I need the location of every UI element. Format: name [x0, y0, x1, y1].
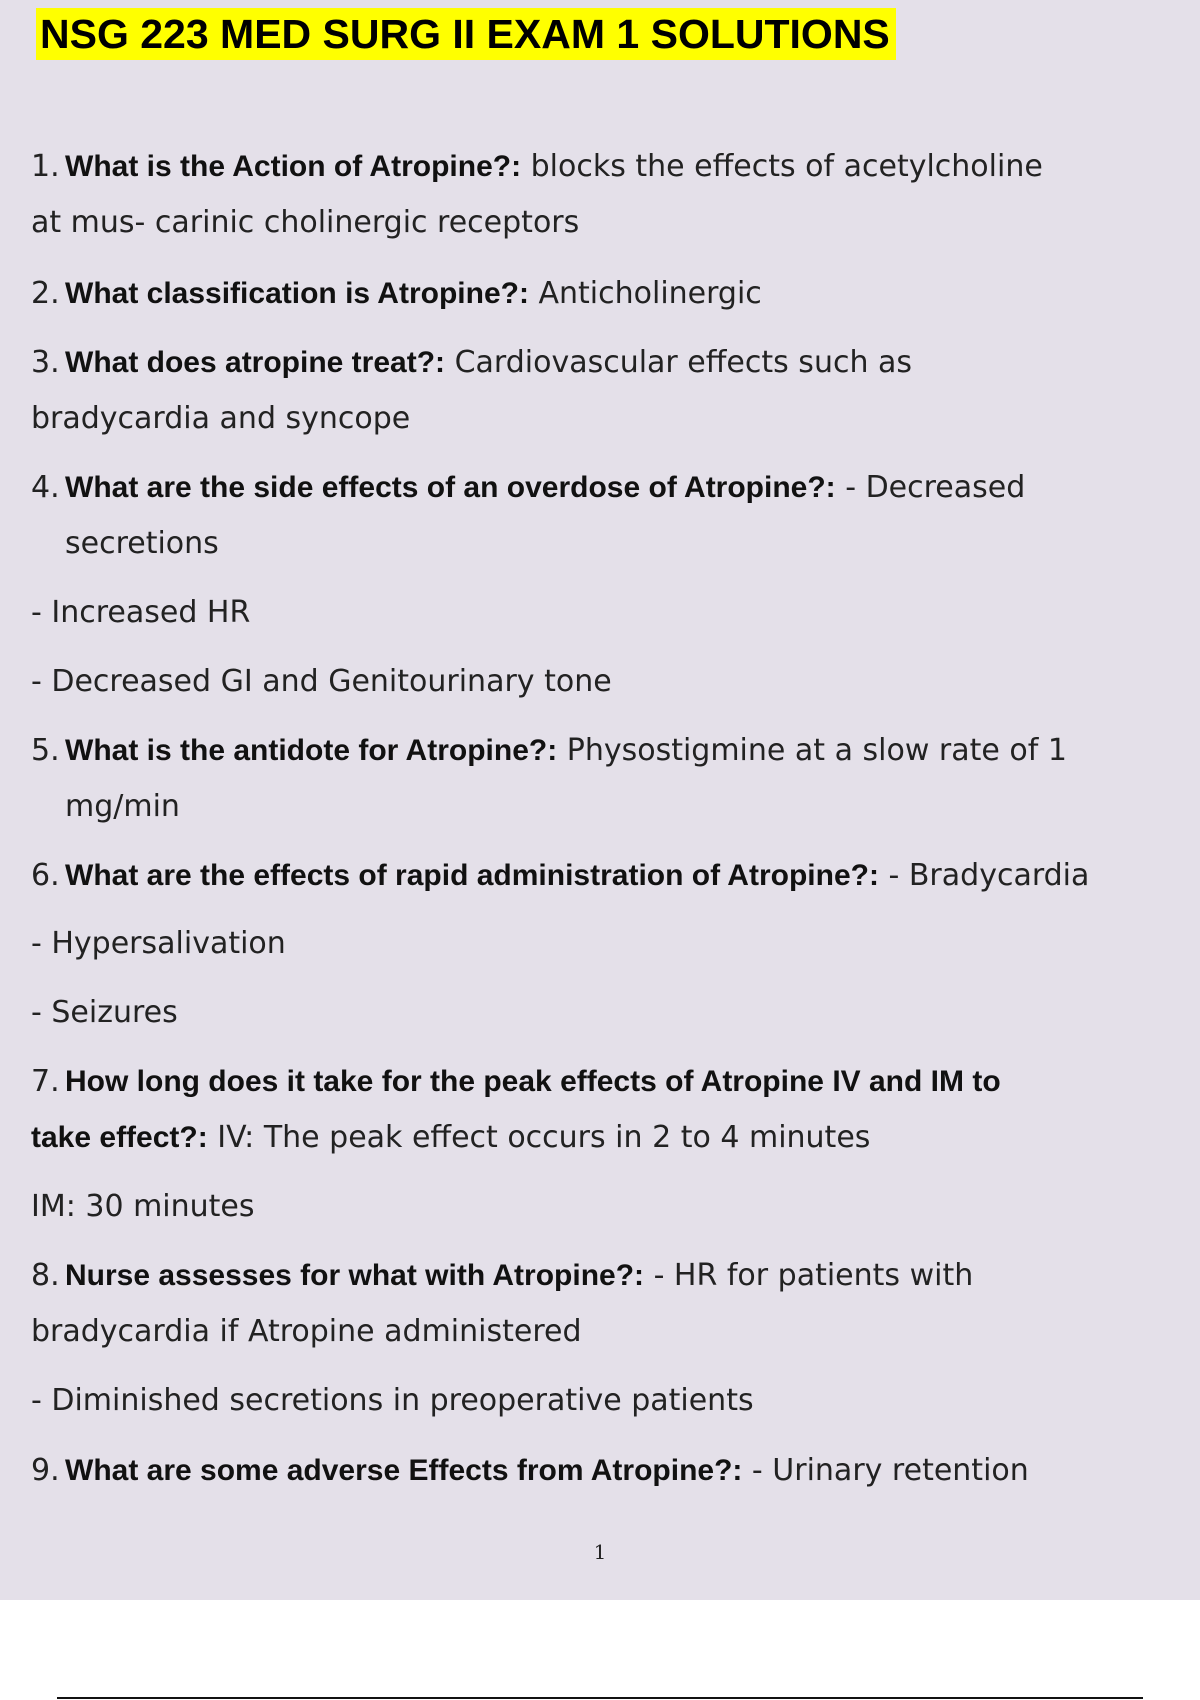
- item-6: [31, 856, 1089, 896]
- item-number: 3.: [31, 345, 60, 380]
- item-answer: - Bradycardia: [878, 858, 1090, 893]
- item-number: 1.: [31, 149, 60, 184]
- item-question: What are the effects of rapid administration of Atropine?:: [65, 859, 879, 892]
- item-7: [31, 1062, 1001, 1102]
- item-2: [31, 274, 762, 314]
- item-question: Nurse assesses for what with Atropine?:: [65, 1259, 645, 1292]
- page-divider: [57, 1697, 1143, 1699]
- document-title: NSG 223 MED SURG II EXAM 1 SOLUTIONS: [36, 8, 896, 60]
- item-1-continued: at mus- carinic cholinergic receptors: [31, 205, 580, 240]
- item-question: What are the side effects of an overdose of Atropine?:: [65, 471, 836, 504]
- item-question: What does atropine treat?:: [65, 346, 446, 379]
- page-number: 1: [593, 1540, 607, 1564]
- item-8-continued: bradycardia if Atropine administered: [31, 1314, 582, 1349]
- item-answer: Anticholinergic: [528, 276, 762, 311]
- item-number: 9.: [31, 1453, 60, 1488]
- item-number: 6.: [31, 858, 60, 893]
- item-number: 2.: [31, 276, 60, 311]
- item-3: [31, 343, 912, 383]
- item-answer: - HR for patients with: [644, 1258, 974, 1293]
- item-answer: - Urinary retention: [742, 1453, 1029, 1488]
- item-9: [31, 1451, 1029, 1491]
- item-answer: blocks the effects of acetylcholine: [521, 149, 1043, 184]
- item-5: [31, 731, 1067, 771]
- answer-bullet-decreased-gi: - Decreased GI and Genitourinary tone: [31, 664, 612, 699]
- item-5-continued: mg/min: [65, 789, 180, 824]
- item-answer: Physostigmine at a slow rate of 1: [557, 733, 1067, 768]
- item-answer: IV: The peak effect occurs in 2 to 4 minutes: [207, 1120, 871, 1155]
- item-number: 5.: [31, 733, 60, 768]
- item-question: What are some adverse Effects from Atropine?:: [65, 1454, 743, 1487]
- item-number: 7.: [31, 1064, 60, 1099]
- item-number: 8.: [31, 1258, 60, 1293]
- answer-bullet-diminished-secretions: - Diminished secretions in preoperative patients: [31, 1383, 754, 1418]
- item-question-continued: take effect?:: [31, 1121, 208, 1154]
- answer-line-im-time: IM: 30 minutes: [31, 1189, 255, 1224]
- item-number: 4.: [31, 470, 60, 505]
- item-4: [31, 468, 1025, 508]
- item-question: How long does it take for the peak effects of Atropine IV and IM to: [65, 1065, 1001, 1098]
- answer-bullet-increased-hr: - Increased HR: [31, 595, 251, 630]
- answer-bullet-seizures: - Seizures: [31, 995, 178, 1030]
- item-7-continued: [31, 1118, 870, 1158]
- item-answer: - Decreased: [835, 470, 1026, 505]
- item-answer: Cardiovascular effects such as: [445, 345, 913, 380]
- item-8: [31, 1256, 973, 1296]
- item-3-continued: bradycardia and syncope: [31, 401, 411, 436]
- item-question: What is the antidote for Atropine?:: [65, 734, 558, 767]
- item-1: [31, 147, 1043, 187]
- item-4-continued: secretions: [65, 526, 219, 561]
- item-question: What classification is Atropine?:: [65, 277, 529, 310]
- item-question: What is the Action of Atropine?:: [65, 150, 522, 183]
- answer-bullet-hypersalivation: - Hypersalivation: [31, 926, 286, 961]
